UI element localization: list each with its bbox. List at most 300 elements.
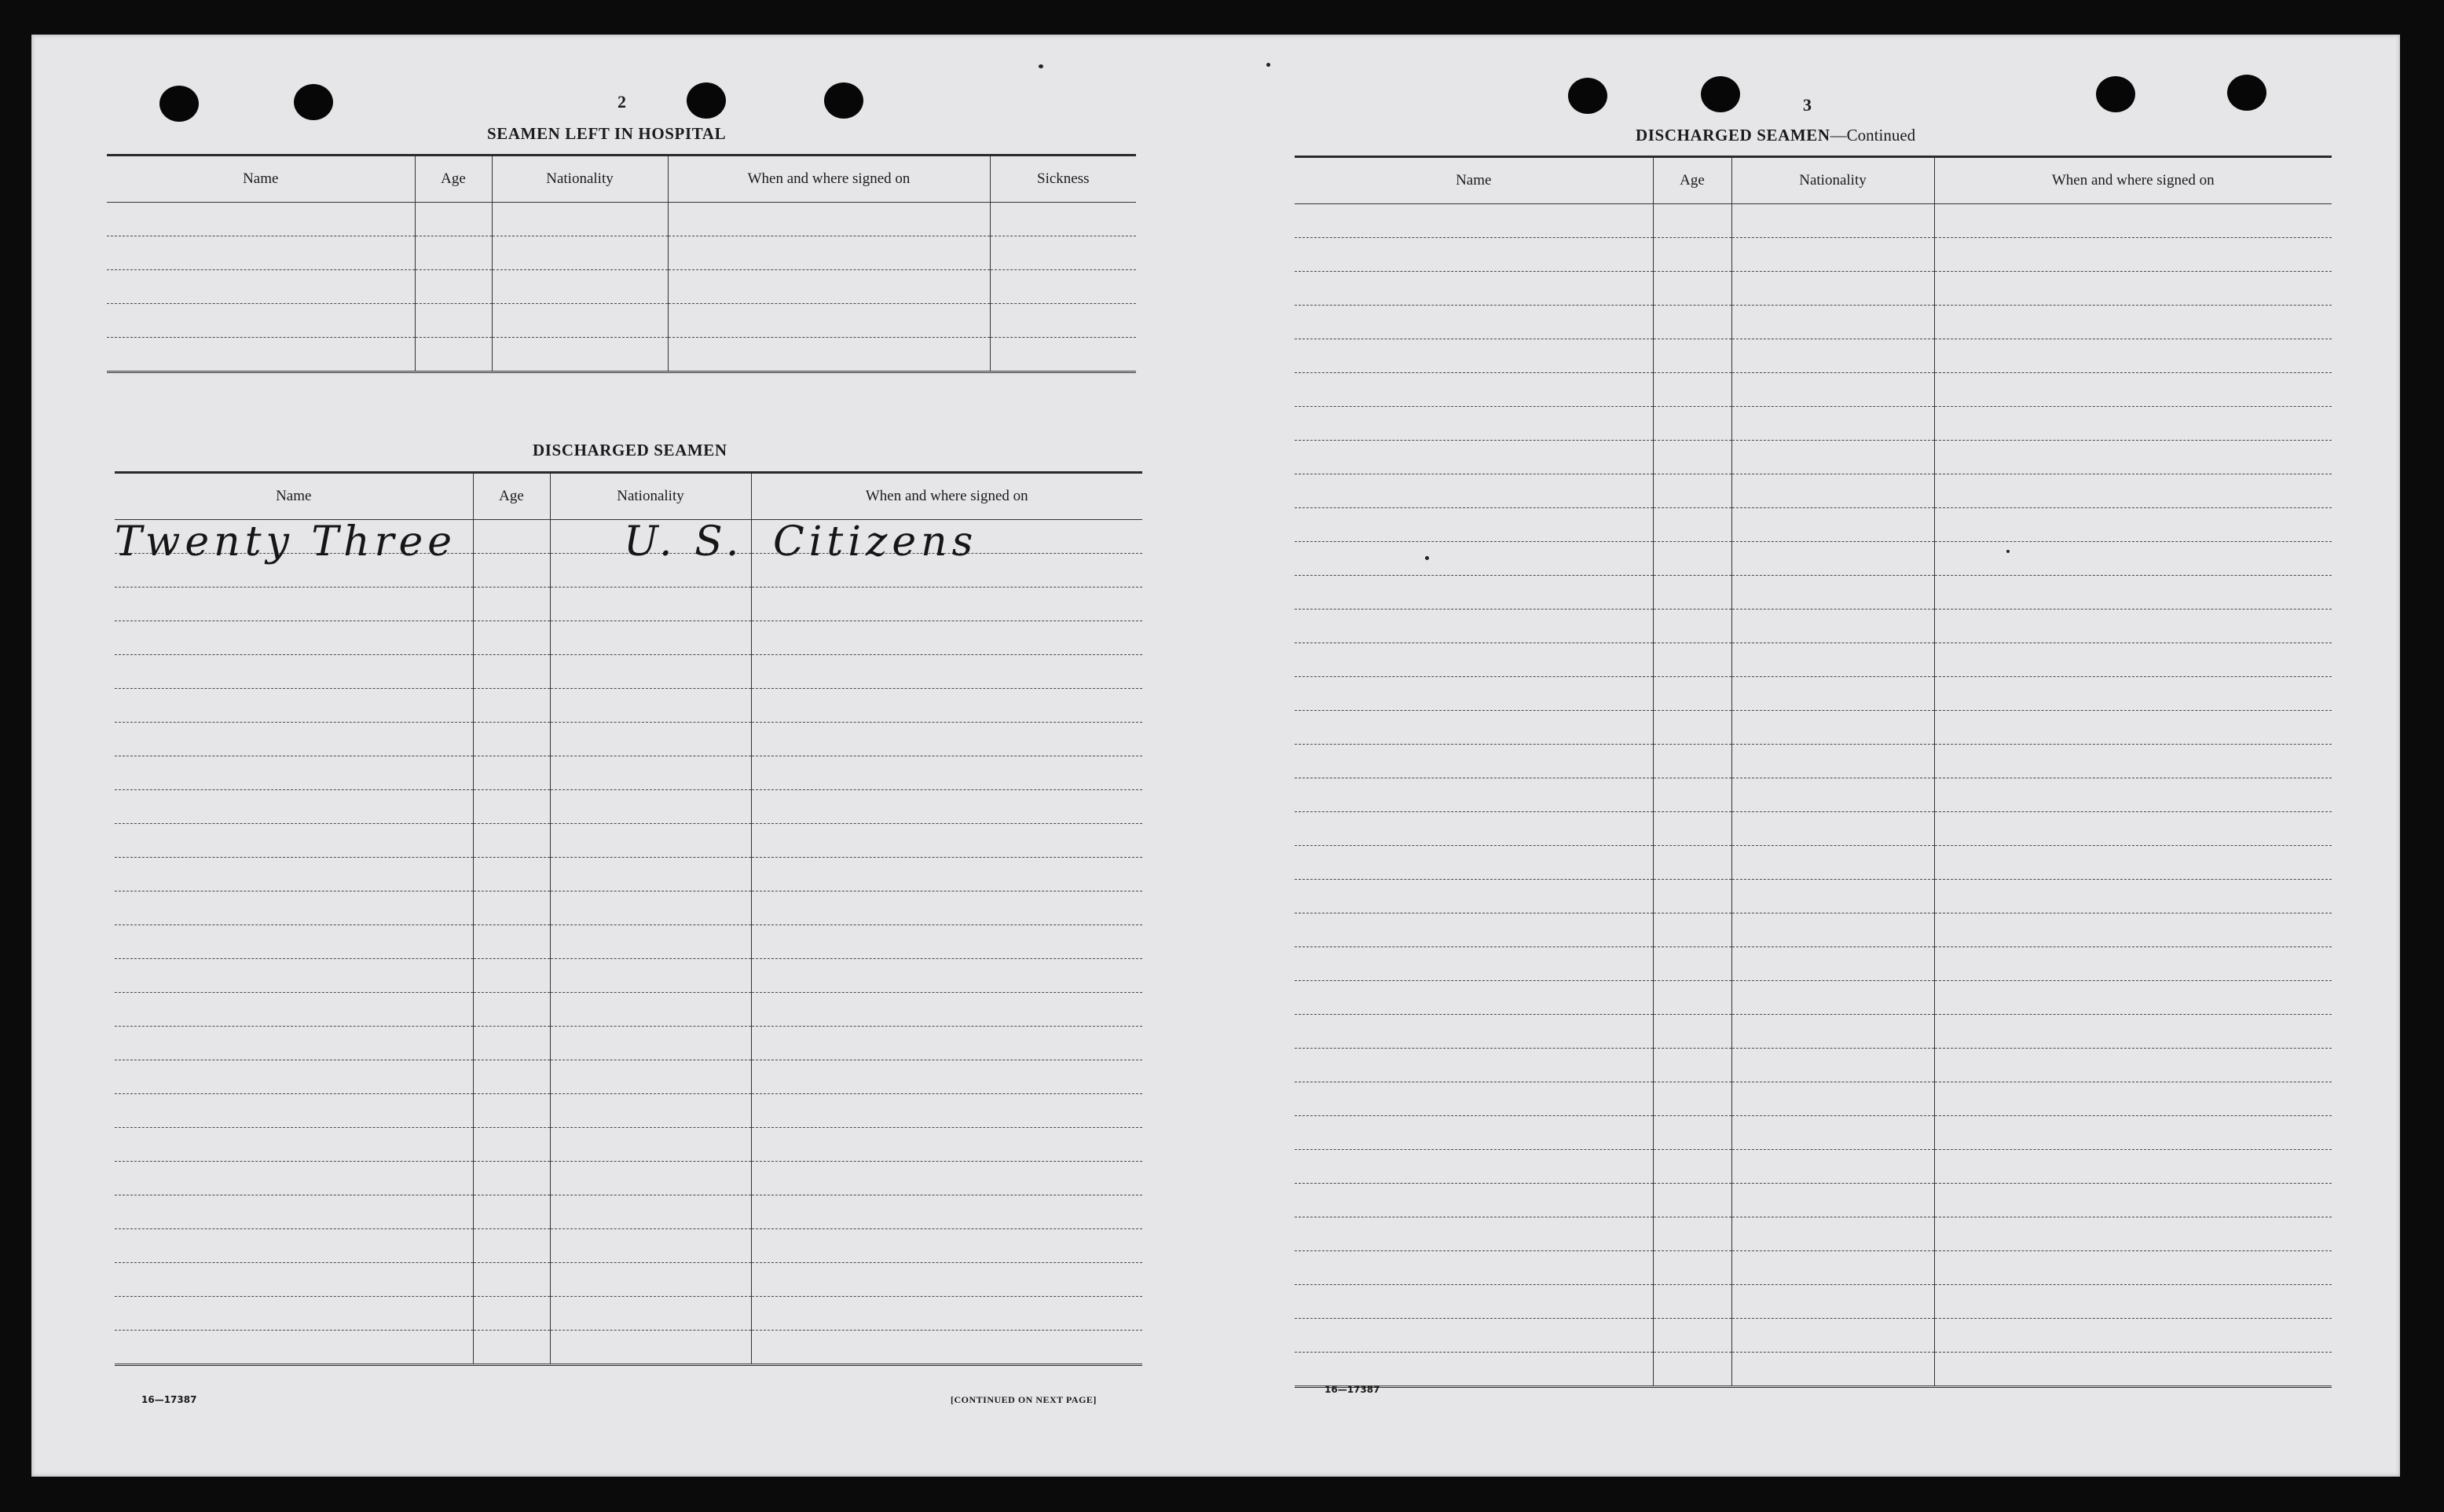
table-row <box>115 1162 1142 1195</box>
table-cell <box>1731 306 1934 339</box>
col-nationality: Nationality <box>1731 157 1934 204</box>
col-name: Name <box>1295 157 1653 204</box>
table-row <box>1295 1082 2332 1116</box>
table-cell <box>1934 1285 2332 1319</box>
table-row <box>1295 474 2332 508</box>
table-cell <box>473 1094 550 1128</box>
table-cell <box>550 1094 751 1128</box>
table-row <box>1295 1251 2332 1285</box>
table-cell <box>751 858 1142 891</box>
table-cell <box>550 1229 751 1263</box>
table-cell <box>1731 880 1934 913</box>
table-cell <box>115 1195 473 1229</box>
table-cell <box>1731 576 1934 610</box>
col-name: Name <box>115 473 473 520</box>
table-cell <box>1653 745 1731 778</box>
table-cell <box>1934 339 2332 373</box>
table-cell <box>1731 947 1934 981</box>
table-row <box>1295 1150 2332 1184</box>
table-cell <box>751 790 1142 824</box>
table-cell <box>751 1331 1142 1365</box>
table-cell <box>550 621 751 655</box>
table-row <box>1295 981 2332 1015</box>
table-cell <box>473 756 550 790</box>
table-row <box>107 236 1136 270</box>
table-cell <box>473 891 550 925</box>
table-cell <box>1295 339 1653 373</box>
table-cell <box>1934 913 2332 947</box>
punch-hole <box>159 86 199 122</box>
discharged-table-header <box>115 473 1142 520</box>
hospital-section-title: SEAMEN LEFT IN HOSPITAL <box>487 124 727 143</box>
table-row <box>1295 846 2332 880</box>
table-cell <box>473 588 550 621</box>
table-cell <box>1653 407 1731 441</box>
hospital-table-header <box>107 156 1136 203</box>
table-cell <box>1731 677 1934 711</box>
table-cell <box>550 1162 751 1195</box>
punch-hole <box>824 82 863 119</box>
table-cell <box>1295 643 1653 677</box>
table-cell <box>1295 542 1653 576</box>
table-cell <box>1934 643 2332 677</box>
table-cell <box>1295 981 1653 1015</box>
table-row <box>1295 306 2332 339</box>
table-cell <box>1731 373 1934 407</box>
table-row <box>107 203 1136 236</box>
punch-hole <box>1701 76 1740 112</box>
table-cell <box>1934 711 2332 745</box>
left-page-number: 2 <box>617 92 626 112</box>
table-row <box>115 1094 1142 1128</box>
table-cell <box>1934 474 2332 508</box>
table-cell <box>1653 204 1731 238</box>
col-signed-on: When and where signed on <box>668 156 990 203</box>
table-cell <box>1934 1251 2332 1285</box>
table-row <box>1295 1184 2332 1217</box>
table-cell <box>1653 1319 1731 1353</box>
table-cell <box>115 621 473 655</box>
table-cell <box>1295 238 1653 272</box>
table-row <box>1295 610 2332 643</box>
table-cell <box>751 993 1142 1027</box>
col-age: Age <box>473 473 550 520</box>
table-cell <box>1295 204 1653 238</box>
table-cell <box>1295 778 1653 812</box>
table-cell <box>751 824 1142 858</box>
table-cell <box>115 1331 473 1365</box>
table-cell <box>115 689 473 723</box>
table-cell <box>1653 610 1731 643</box>
table-cell <box>1934 1150 2332 1184</box>
table-cell <box>473 993 550 1027</box>
table-row <box>1295 204 2332 238</box>
table-cell <box>1653 1150 1731 1184</box>
table-cell <box>1653 880 1731 913</box>
table-cell <box>1731 913 1934 947</box>
table-cell <box>1934 812 2332 846</box>
table-cell <box>1295 745 1653 778</box>
table-cell <box>1295 1116 1653 1150</box>
table-cell <box>751 723 1142 756</box>
table-row <box>115 993 1142 1027</box>
handwritten-entry <box>115 518 1057 581</box>
table-cell <box>751 925 1142 959</box>
table-cell <box>473 621 550 655</box>
left-form-number: 16—17387 <box>141 1394 197 1405</box>
table-cell <box>1731 1251 1934 1285</box>
table-cell <box>751 1195 1142 1229</box>
table-cell <box>550 1060 751 1094</box>
table-row <box>1295 745 2332 778</box>
table-cell <box>1653 441 1731 474</box>
table-cell <box>1934 407 2332 441</box>
table-row <box>1295 1217 2332 1251</box>
table-cell <box>1731 1319 1934 1353</box>
table-row <box>115 1229 1142 1263</box>
table-cell <box>1295 913 1653 947</box>
table-cell <box>1653 1285 1731 1319</box>
table-cell <box>1653 474 1731 508</box>
table-cell <box>1934 880 2332 913</box>
table-cell <box>1731 1285 1934 1319</box>
table-row <box>115 1297 1142 1331</box>
handwritten-name: Twenty Three <box>115 518 456 566</box>
table-cell <box>1295 711 1653 745</box>
table-cell <box>751 1229 1142 1263</box>
table-cell <box>1731 981 1934 1015</box>
table-row <box>1295 812 2332 846</box>
table-cell <box>1295 1251 1653 1285</box>
table-row <box>107 304 1136 338</box>
table-cell <box>550 723 751 756</box>
punch-hole <box>687 82 726 119</box>
table-cell <box>1295 677 1653 711</box>
table-cell <box>115 1128 473 1162</box>
col-sickness: Sickness <box>990 156 1136 203</box>
table-cell <box>115 588 473 621</box>
continued-note: [CONTINUED ON NEXT PAGE] <box>951 1394 1097 1405</box>
table-cell <box>1295 947 1653 981</box>
table-cell <box>115 723 473 756</box>
table-cell <box>751 1297 1142 1331</box>
discharged-continued-table <box>1295 156 2332 1388</box>
table-cell <box>1731 711 1934 745</box>
table-row <box>115 1331 1142 1365</box>
table-cell <box>115 1094 473 1128</box>
table-cell <box>751 655 1142 689</box>
table-cell <box>1731 1049 1934 1082</box>
table-cell <box>1731 272 1934 306</box>
table-cell <box>1653 306 1731 339</box>
table-row <box>1295 1116 2332 1150</box>
table-cell <box>1934 1217 2332 1251</box>
table-row <box>1295 1285 2332 1319</box>
table-cell <box>1295 812 1653 846</box>
table-cell <box>1295 1150 1653 1184</box>
discharged-continued-table-header <box>1295 157 2332 204</box>
punch-hole <box>1568 78 1607 114</box>
table-row <box>1295 947 2332 981</box>
table-cell <box>1653 508 1731 542</box>
col-name: Name <box>107 156 415 203</box>
col-signed-on: When and where signed on <box>1934 157 2332 204</box>
table-cell <box>1934 1319 2332 1353</box>
table-cell <box>1934 204 2332 238</box>
table-cell <box>473 655 550 689</box>
table-cell <box>473 959 550 993</box>
table-cell <box>1731 643 1934 677</box>
table-cell <box>1653 981 1731 1015</box>
table-cell <box>1653 1217 1731 1251</box>
table-cell <box>473 1331 550 1365</box>
table-cell <box>1731 1015 1934 1049</box>
table-cell <box>751 756 1142 790</box>
table-cell <box>473 1263 550 1297</box>
table-cell <box>115 858 473 891</box>
table-cell <box>473 1027 550 1060</box>
table-cell <box>1731 1353 1934 1387</box>
col-nationality: Nationality <box>492 156 668 203</box>
table-cell <box>751 1128 1142 1162</box>
table-cell <box>1934 441 2332 474</box>
table-cell <box>1934 846 2332 880</box>
table-cell <box>550 1027 751 1060</box>
table-cell <box>115 790 473 824</box>
table-cell <box>1653 1049 1731 1082</box>
table-cell <box>1934 306 2332 339</box>
table-cell <box>751 1162 1142 1195</box>
table-cell <box>473 1297 550 1331</box>
table-cell <box>1653 643 1731 677</box>
table-row <box>115 959 1142 993</box>
table-cell <box>473 1128 550 1162</box>
table-cell <box>1731 1217 1934 1251</box>
table-cell <box>550 756 751 790</box>
table-cell <box>1295 1217 1653 1251</box>
table-cell <box>1295 846 1653 880</box>
table-cell <box>1295 1082 1653 1116</box>
table-cell <box>1934 1082 2332 1116</box>
right-form-number: 16—17387 <box>1325 1384 1380 1395</box>
table-row <box>1295 542 2332 576</box>
table-cell <box>473 689 550 723</box>
table-row <box>1295 913 2332 947</box>
table-cell <box>1295 1353 1653 1387</box>
table-row <box>1295 508 2332 542</box>
table-cell <box>1934 778 2332 812</box>
table-cell <box>1295 576 1653 610</box>
table-cell <box>550 1331 751 1365</box>
table-cell <box>1653 947 1731 981</box>
table-cell <box>1934 610 2332 643</box>
table-cell <box>1731 508 1934 542</box>
table-cell <box>1295 272 1653 306</box>
table-cell <box>1653 542 1731 576</box>
table-cell <box>1653 339 1731 373</box>
table-cell <box>1731 745 1934 778</box>
table-cell <box>1653 812 1731 846</box>
table-cell <box>751 1094 1142 1128</box>
col-nationality: Nationality <box>550 473 751 520</box>
table-cell <box>751 621 1142 655</box>
table-cell <box>473 723 550 756</box>
table-cell <box>550 1297 751 1331</box>
table-cell <box>1653 1015 1731 1049</box>
table-cell <box>751 588 1142 621</box>
table-row <box>115 824 1142 858</box>
table-cell <box>473 1229 550 1263</box>
table-cell <box>1653 913 1731 947</box>
table-cell <box>115 756 473 790</box>
table-cell <box>1934 745 2332 778</box>
hospital-table <box>107 154 1136 373</box>
table-cell <box>1934 1184 2332 1217</box>
table-cell <box>1653 1116 1731 1150</box>
ink-speck <box>2006 550 2010 553</box>
table-cell <box>1934 272 2332 306</box>
table-cell <box>1934 677 2332 711</box>
table-cell <box>1295 306 1653 339</box>
table-cell <box>1731 610 1934 643</box>
table-cell <box>1934 373 2332 407</box>
discharged-section-title: DISCHARGED SEAMEN <box>533 441 727 459</box>
table-cell <box>473 1060 550 1094</box>
table-row <box>115 655 1142 689</box>
table-cell <box>1934 238 2332 272</box>
table-cell <box>1934 576 2332 610</box>
discharged-table <box>115 471 1142 1366</box>
table-cell <box>550 959 751 993</box>
table-cell <box>1731 238 1934 272</box>
table-row <box>1295 339 2332 373</box>
table-row <box>115 925 1142 959</box>
table-cell <box>1295 1285 1653 1319</box>
table-row <box>107 270 1136 304</box>
table-row <box>115 891 1142 925</box>
table-cell <box>1653 1353 1731 1387</box>
table-row <box>1295 272 2332 306</box>
table-row <box>1295 643 2332 677</box>
table-cell <box>751 891 1142 925</box>
col-signed-on: When and where signed on <box>751 473 1142 520</box>
table-cell <box>1295 1015 1653 1049</box>
table-cell <box>1653 238 1731 272</box>
table-cell <box>550 790 751 824</box>
right-page-title <box>1636 126 1915 145</box>
table-row <box>115 1128 1142 1162</box>
table-cell <box>751 1027 1142 1060</box>
table-cell <box>550 655 751 689</box>
table-cell <box>550 925 751 959</box>
table-row <box>115 756 1142 790</box>
handwritten-signed-on: Citizens <box>773 518 978 566</box>
table-row <box>115 723 1142 756</box>
table-cell <box>1934 1015 2332 1049</box>
table-cell <box>1731 339 1934 373</box>
table-cell <box>115 1263 473 1297</box>
table-row <box>115 1195 1142 1229</box>
table-cell <box>1295 1184 1653 1217</box>
table-row <box>115 1263 1142 1297</box>
table-cell <box>1295 880 1653 913</box>
table-cell <box>115 1162 473 1195</box>
table-cell <box>550 689 751 723</box>
table-cell <box>1731 1184 1934 1217</box>
table-cell <box>115 959 473 993</box>
table-cell <box>115 655 473 689</box>
ink-speck <box>1425 556 1429 560</box>
ink-speck <box>1266 63 1270 67</box>
punch-hole <box>2096 76 2135 112</box>
table-cell <box>1653 1184 1731 1217</box>
table-cell <box>115 1060 473 1094</box>
table-cell <box>751 1060 1142 1094</box>
table-cell <box>1653 1082 1731 1116</box>
right-page-number: 3 <box>1803 95 1812 115</box>
table-cell <box>550 824 751 858</box>
table-cell <box>1731 204 1934 238</box>
table-cell <box>1731 1150 1934 1184</box>
col-age: Age <box>1653 157 1731 204</box>
table-row <box>115 621 1142 655</box>
table-cell <box>1934 981 2332 1015</box>
right-title-main: DISCHARGED SEAMEN <box>1636 126 1830 145</box>
table-row <box>1295 677 2332 711</box>
table-cell <box>115 1297 473 1331</box>
table-cell <box>1731 441 1934 474</box>
table-cell <box>473 1162 550 1195</box>
table-cell <box>473 925 550 959</box>
table-cell <box>550 1263 751 1297</box>
table-cell <box>1295 441 1653 474</box>
table-cell <box>1731 812 1934 846</box>
table-cell <box>1731 778 1934 812</box>
table-cell <box>1295 508 1653 542</box>
table-cell <box>550 1195 751 1229</box>
table-cell <box>1295 1049 1653 1082</box>
table-row <box>115 689 1142 723</box>
table-row <box>115 588 1142 621</box>
table-cell <box>550 858 751 891</box>
table-cell <box>550 993 751 1027</box>
table-cell <box>751 959 1142 993</box>
table-cell <box>1731 474 1934 508</box>
table-row <box>1295 373 2332 407</box>
table-row <box>1295 1353 2332 1387</box>
table-row <box>1295 880 2332 913</box>
table-cell <box>1934 1353 2332 1387</box>
table-row <box>1295 711 2332 745</box>
table-row <box>115 1060 1142 1094</box>
table-row <box>115 858 1142 891</box>
table-row <box>1295 407 2332 441</box>
table-cell <box>751 1263 1142 1297</box>
table-cell <box>1295 474 1653 508</box>
table-cell <box>1295 373 1653 407</box>
table-row <box>115 790 1142 824</box>
table-cell <box>473 790 550 824</box>
table-cell <box>751 689 1142 723</box>
table-cell <box>1731 1116 1934 1150</box>
table-cell <box>1934 1049 2332 1082</box>
table-cell <box>1934 542 2332 576</box>
col-age: Age <box>415 156 492 203</box>
table-cell <box>115 925 473 959</box>
table-cell <box>1295 407 1653 441</box>
table-cell <box>1653 576 1731 610</box>
table-row <box>1295 1049 2332 1082</box>
